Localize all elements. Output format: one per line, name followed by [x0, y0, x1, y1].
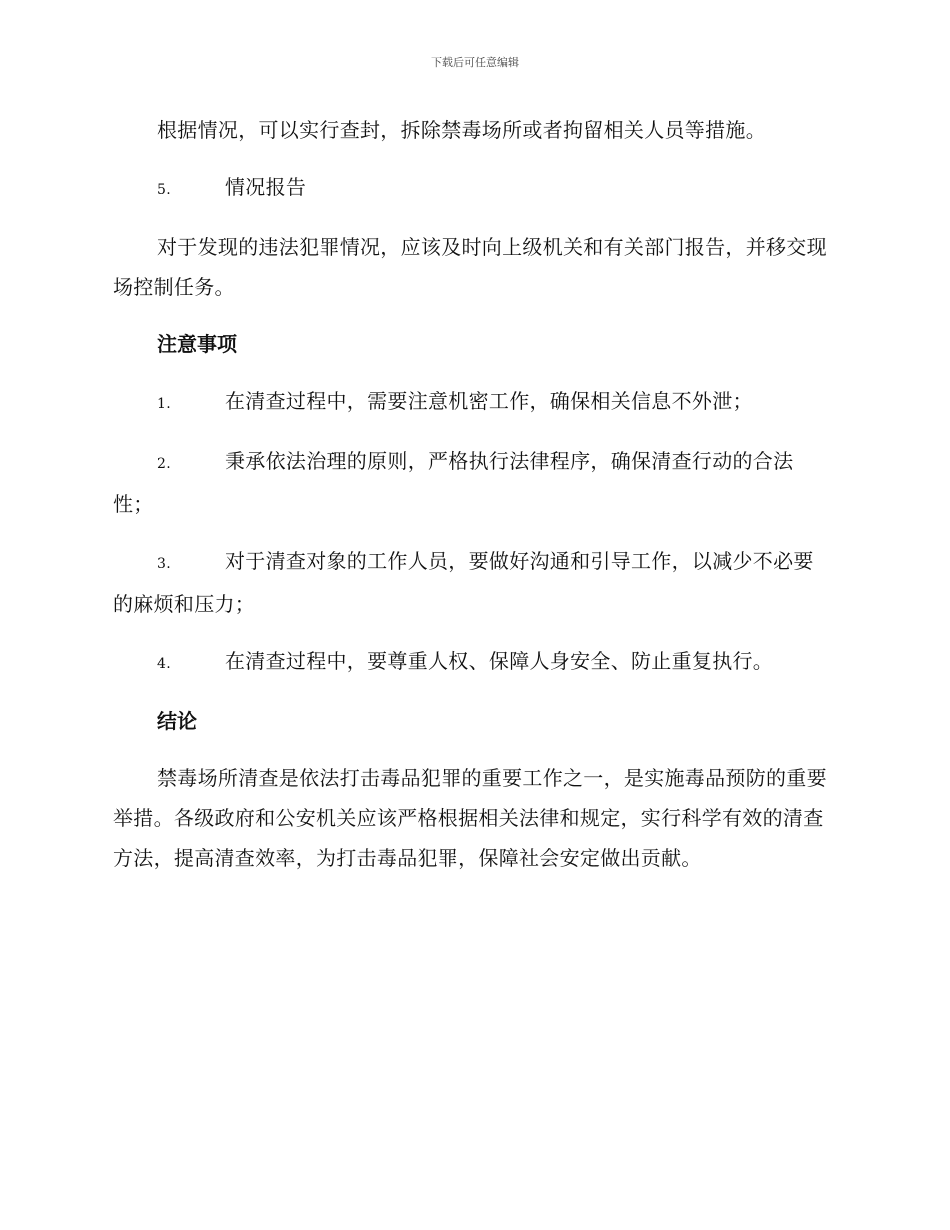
section-heading-conclusion: 结论: [157, 709, 197, 733]
list-number: 1.: [157, 396, 171, 412]
paragraph-measures: 根据情况，可以实行查封，拆除禁毒场所或者拘留相关人员等措施。: [157, 118, 766, 142]
document-body: [113, 110, 833, 895]
list-item: [113, 381, 833, 424]
list-item: [113, 641, 833, 684]
page-header: 下载后可任意编辑: [431, 56, 519, 69]
section-heading-notes: 注意事项: [157, 332, 237, 356]
list-item-text: 在清查过程中，要尊重人权、保障人身安全、防止重复执行。: [225, 649, 774, 673]
list-item-report: [113, 167, 833, 210]
list-number: 2.: [157, 456, 171, 472]
list-item-text: 秉承依法治理的原则，严格执行法律程序，确保清查行动的合法性；: [113, 449, 794, 516]
paragraph-report: 对于发现的违法犯罪情况，应该及时向上级机关和有关部门报告，并移交现场控制任务。: [113, 235, 827, 299]
paragraph-conclusion: 禁毒场所清查是依法打击毒品犯罪的重要工作之一，是实施毒品预防的重要举措。各级政府和公安机关应该严格根据相关法律和规定，实行科学有效的清查方法，提高清查效率，为打击毒品犯罪，保障社会安定做出贡献。: [113, 766, 827, 870]
list-number: 5.: [157, 182, 171, 198]
list-number: 4.: [157, 656, 171, 672]
list-number: 3.: [157, 556, 171, 572]
list-item-text: 情况报告: [225, 175, 307, 199]
list-item: [113, 441, 833, 524]
list-item-text: 在清查过程中，需要注意机密工作，确保相关信息不外泄；: [225, 389, 753, 413]
list-item: [113, 541, 833, 624]
list-item-text: 对于清查对象的工作人员，要做好沟通和引导工作，以减少不必要的麻烦和压力；: [113, 549, 814, 616]
